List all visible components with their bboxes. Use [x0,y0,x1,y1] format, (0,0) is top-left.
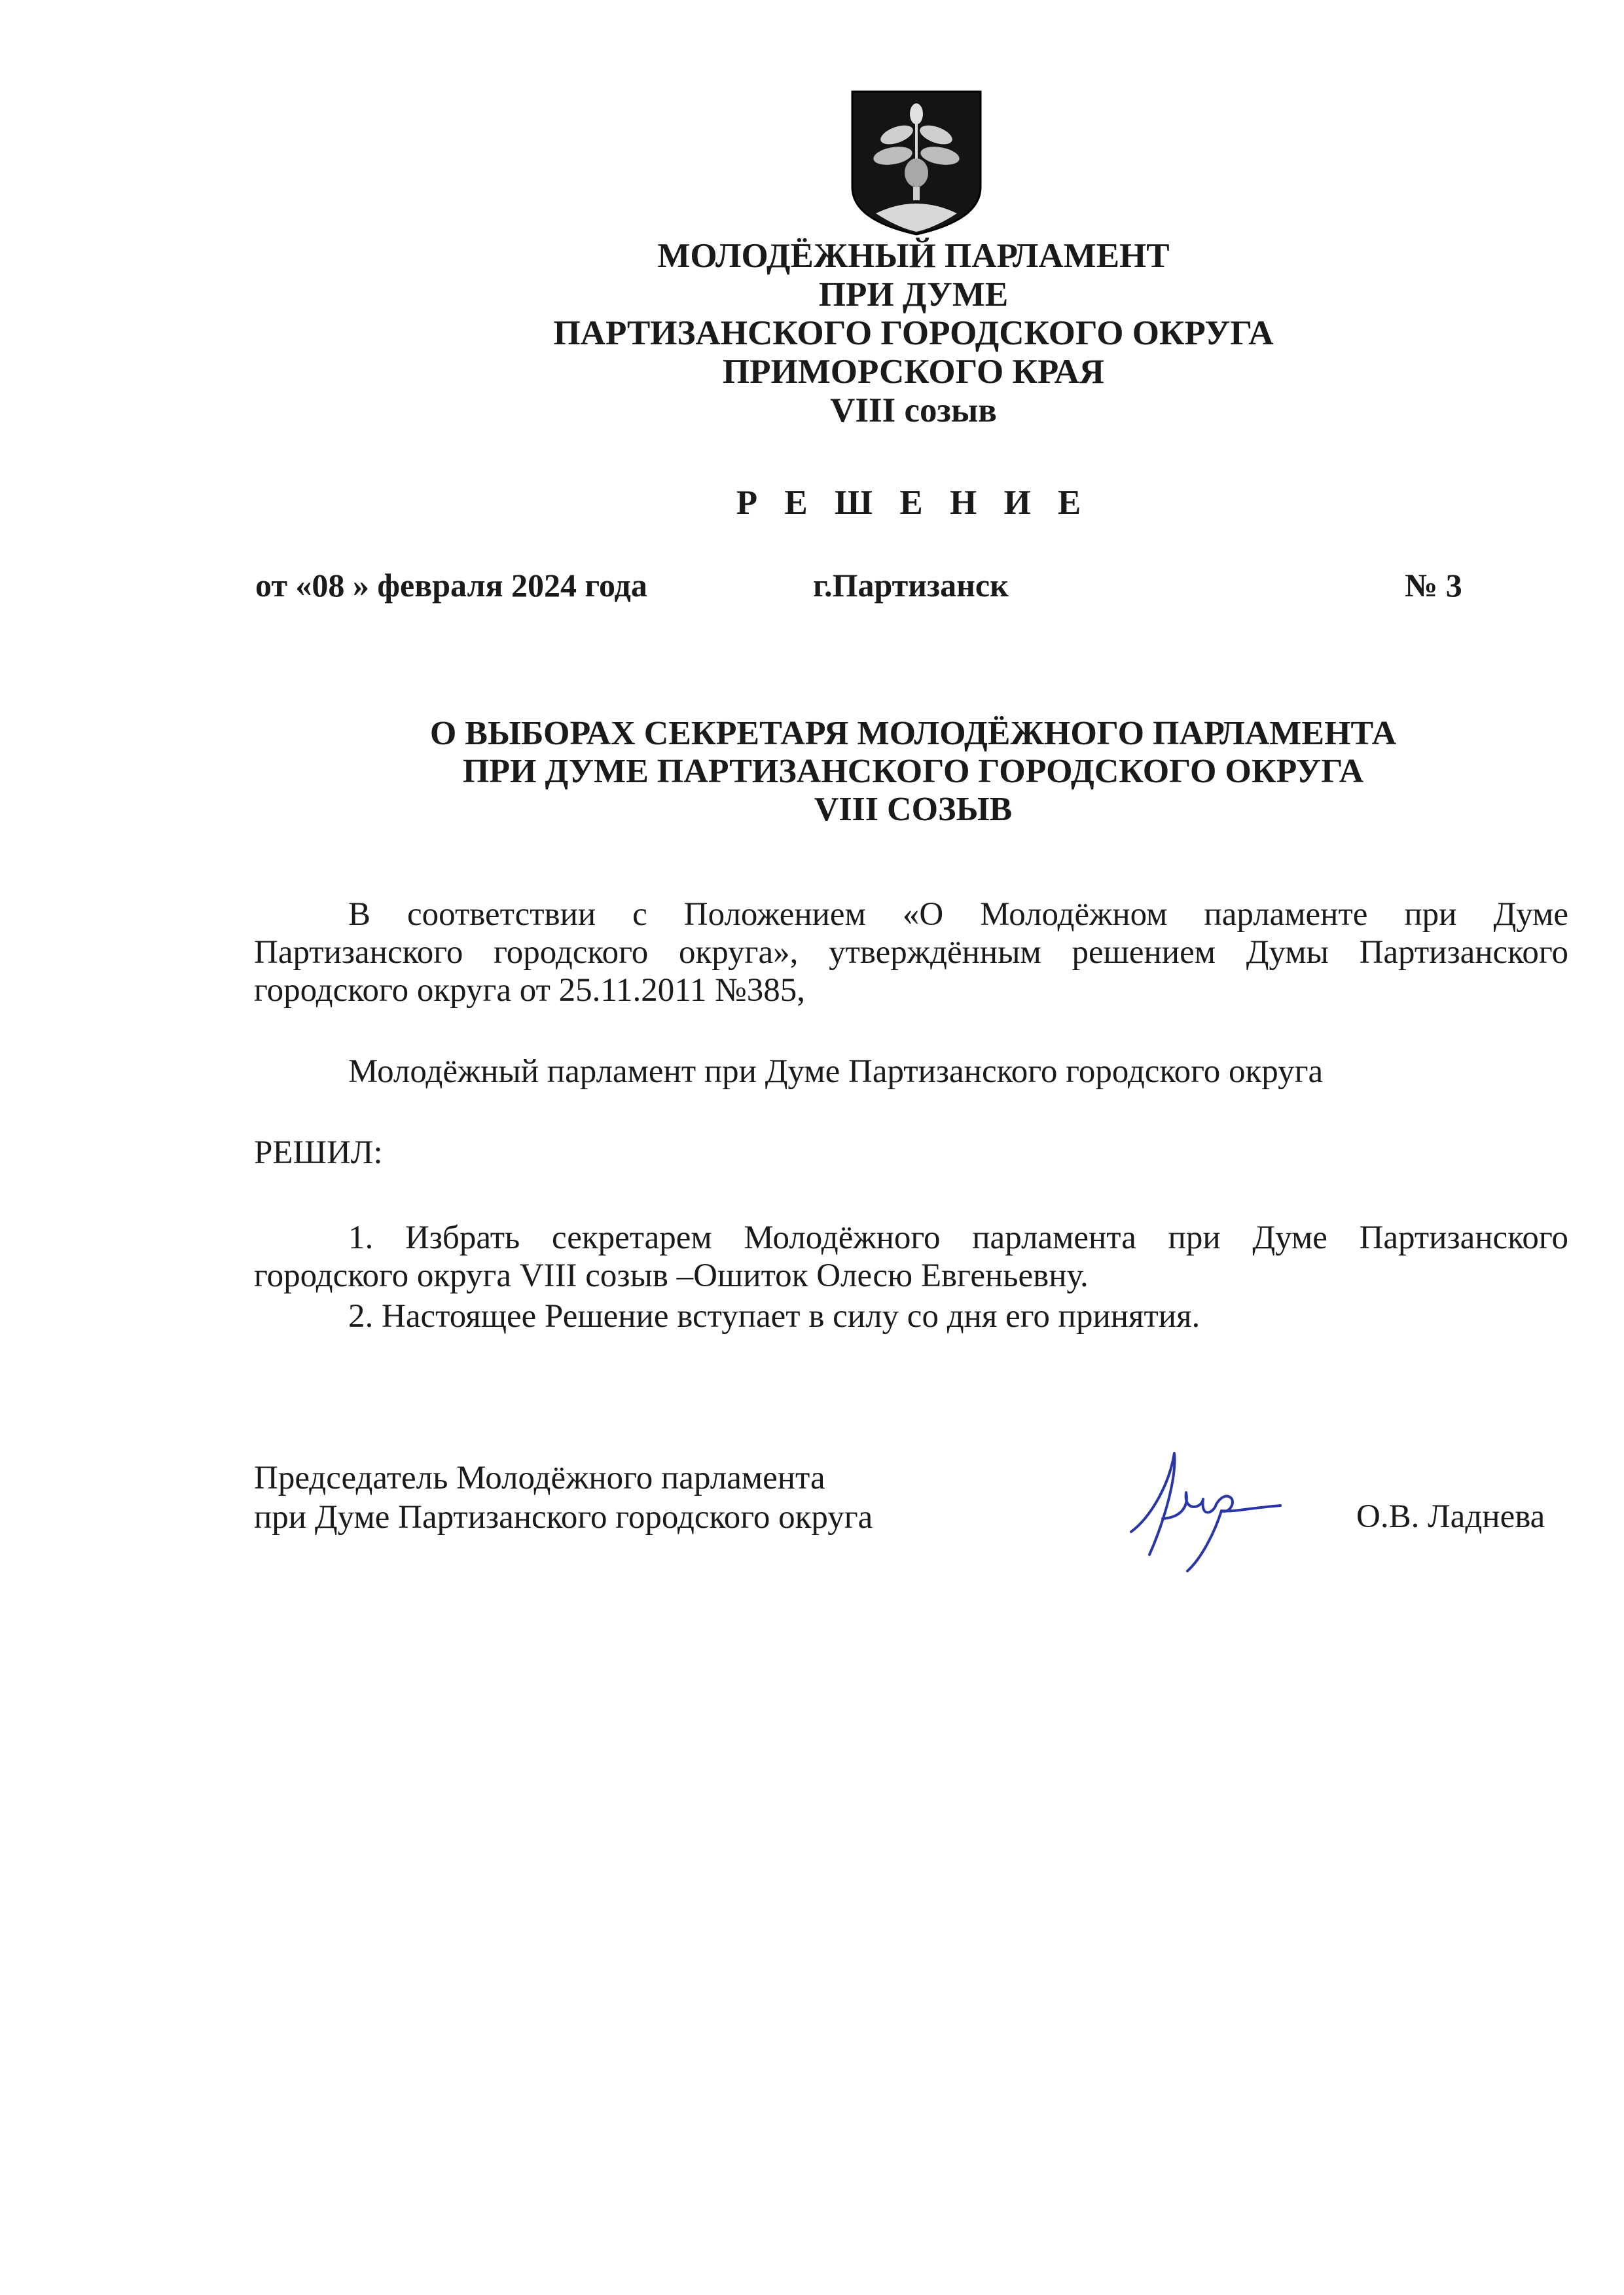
issuing-body: Молодёжный парламент при Думе Партизанского городского округа [348,1053,1324,1090]
preamble-line-2: Партизанского городского округа», утверждённым решением Думы Партизанского [254,934,1568,971]
subject-line-3: VIII СОЗЫВ [814,791,1013,828]
preamble-line-1: В соответствии с Положением «О Молодёжном парламенте при Думе [348,896,1568,933]
header-line-4: ПРИМОРСКОГО КРАЯ [722,353,1105,391]
item1-line-1: 1. Избрать секретарем Молодёжного парламента при Думе Партизанского [348,1220,1568,1256]
header-line-5: VIII созыв [830,391,997,429]
header-line-3: ПАРТИЗАНСКОГО ГОРОДСКОГО ОКРУГА [553,314,1274,352]
preamble-paragraph [254,895,1568,1009]
document-date: от «08 » февраля 2024 года [255,567,647,604]
subject-line-2: ПРИ ДУМЕ ПАРТИЗАНСКОГО ГОРОДСКОГО ОКРУГА [462,753,1364,790]
decision-item-1 [254,1219,1568,1295]
item1-line-2: городского округа VIII созыв –Ошиток Олесю Евгеньевну. [254,1257,1089,1294]
document-city: г.Партизанск [813,567,1009,604]
signatory-name: О.В. Ладнева [1356,1498,1545,1535]
document-subject [0,715,1624,829]
header-line-2: ПРИ ДУМЕ [818,276,1009,314]
signatory-title-line-2: при Думе Партизанского городского округа [254,1499,873,1536]
preamble-line-3: городского округа от 25.11.2011 №385, [254,972,805,1009]
subject-line-1: О ВЫБОРАХ СЕКРЕТАРЯ МОЛОДЁЖНОГО ПАРЛАМЕНТА [429,715,1397,752]
signatory-title [254,1458,873,1537]
organization-header [0,237,1624,430]
decision-item-2: 2. Настоящее Решение вступает в силу со дня его принятия. [348,1298,1200,1335]
signatory-title-line-1: Председатель Молодёжного парламента [254,1460,825,1496]
header-line-1: МОЛОДЁЖНЫЙ ПАРЛАМЕНТ [657,237,1170,275]
document-type-title: Р Е Ш Е Н И Е [736,484,1091,522]
resolved-label: РЕШИЛ: [254,1134,383,1171]
document-number: № 3 [1405,567,1462,604]
handwritten-signature [1123,1440,1284,1584]
coat-of-arms-emblem [850,89,983,237]
